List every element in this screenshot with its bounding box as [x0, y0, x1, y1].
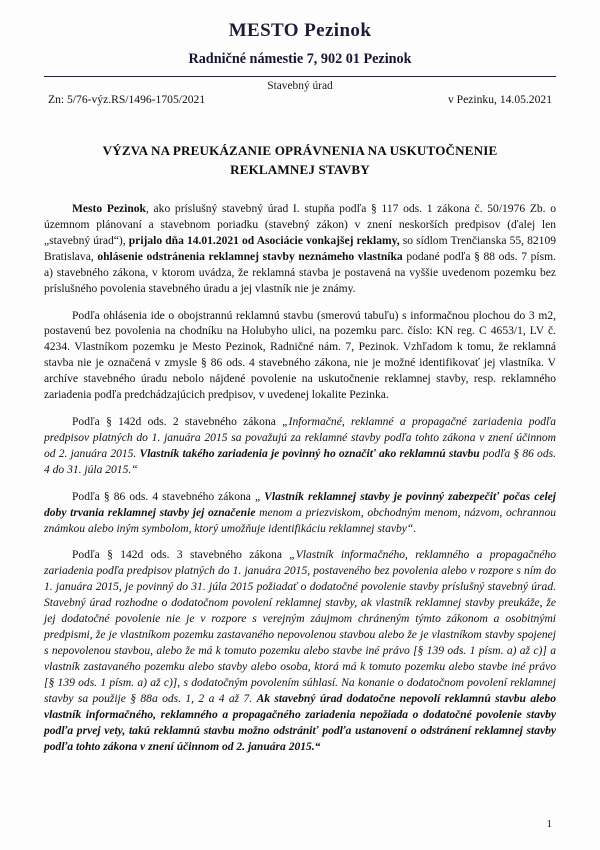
- department-name: Stavebný úrad: [267, 80, 333, 92]
- p1-segment-5: ohlásenie odstránenia reklamnej stavby neznámeho vlastníka: [97, 250, 403, 263]
- p3-segment-4: podľa § 86 ods. 4 do 31. júla 2015.“: [44, 447, 556, 476]
- paragraph-2: [44, 309, 556, 405]
- p4-segment-2: Vlastník reklamnej stavby je povinný zabezpečiť počas celej doby trvania reklamnej stavby jej označenie: [44, 490, 556, 519]
- organization-address: Radničné námestie 7, 902 01 Pezinok: [188, 51, 412, 67]
- p1-segment-4: so sídlom Trenčianska 55, 82109 Bratislava,: [44, 234, 556, 263]
- letterhead: [44, 20, 556, 106]
- p5-segment-3: Ak stavebný úrad dodatočne nepovolí reklamnú stavbu alebo vlastník informačného, reklamného a propagačného zariadenia nepožiada o dodatočné povolenie stavby podľa prvej vety, takú reklamnú stavbu možno odstrániť podľa ustanovení o odstránení reklamnej stavby podľa tohto zákona v znení účinnom od 2. januára 2015.“: [44, 692, 556, 753]
- p5-segment-2: „Vlastník informačného, reklamného a propagačného zariadenia podľa predpisov platných do 1. januára 2015, postaveného bez povolenia alebo v rozpore s ním do 1. januára 2015, je povinný do 31. júla 2015 požiadať o dodatočné povolenie stavby príslušný stavebný úrad. Stavebný úrad rozhodne o dodatočnom povolení reklamnej stavby, ak vlastník reklamnej stavby preukáže, že jej dodatočné povolenie nie je v rozpore s verejným záujmom chráneným týmto zákonom a osobitnými predpismi, že je vlastníkom pozemku zastavaného nepovolenou stavbou alebo že je vlastníkom stavby spojenej s nepovolenou stavbou, alebo že má k tomuto pozemku alebo stavbe iné právo [§ 139 ods. 1 písm. a) až c)] a vlastník zastavaného pozemku alebo stavby alebo osoba, ktorá má k tomuto pozemku alebo stavbe iné právo [§ 139 ods. 1 písm. a) až c)], s dodatočným povolením súhlasí. Na konanie o dodatočnom povolení reklamnej stavby sa použije § 88a ods. 1, 2 a 4 až 7.: [44, 549, 557, 705]
- paragraph-1: [44, 202, 556, 298]
- p3-segment-2: „Informačné, reklamné a propagačné zariadenia podľa predpisov platných do 1. januára 2015 sa považujú za reklamné stavby podľa tohto zákona v znení účinnom od 2. januára 2015.: [44, 416, 556, 460]
- paragraph-3: [44, 415, 556, 479]
- paragraph-4: [44, 490, 556, 538]
- p2-segment-1: Podľa ohlásenia ide o obojstrannú reklamnú stavbu (smerovú tabuľu) s informačnou plochou do 3 m2, postavenú bez povolenia na chodníku na Holubyho ulici, na pozemku parc. číslo: KN reg. C 4653/1, LV č. 4234. Vlastníkom pozemku je Mesto Pezinok, Radničné nám. 7, Pezinok. Vzhľadom k tomu, že reklamná stavba nie je označená v zmysle § 86 ods. 4 stavebného zákona, nie je možné identifikovať jej vlastníka. V archíve stavebného úradu nebolo nájdené povolenie na uskutočnenie reklamnej stavby, resp. reklamného zariadenia podľa predchádzajúcich predpisov, v uvedenej lokalite Pezinka.: [44, 309, 556, 402]
- header-divider: [44, 76, 556, 77]
- p1-segment-3: prijalo dňa 14.01.2021 od Asociácie vonkajšej reklamy,: [128, 234, 400, 247]
- organization-name: MESTO Pezinok: [228, 20, 372, 41]
- p3-segment-1: Podľa § 142d ods. 2 stavebného zákona: [72, 416, 283, 429]
- p4-segment-3: menom a priezviskom, obchodným menom, názvom, ochrannou známkou alebo iným symbolom, ktorý umožňuje identifikáciu reklamnej stavby“.: [44, 506, 557, 535]
- reference-row: [44, 93, 556, 106]
- p5-segment-1: Podľa § 142d ods. 3 stavebného zákona: [72, 549, 290, 562]
- p3-segment-3: Vlastník takého zariadenia je povinný ho označiť ako reklamnú stavbu: [139, 447, 483, 460]
- reference-number: Zn: 5/76-výz.RS/1496-1705/2021: [48, 93, 206, 106]
- place-and-date: v Pezinku, 14.05.2021: [447, 93, 552, 106]
- p1-segment-1: Mesto Pezinok: [72, 202, 146, 215]
- paragraph-5: [44, 548, 556, 755]
- p1-segment-6: podané podľa § 88 ods. 7 písm. a) stavebného zákona, v ktorom uvádza, že reklamná stavba je postavená na vyššie uvedenom pozemku bez príslušného povolenia stavebného úradu a jej vlastník nie je známy.: [44, 250, 556, 295]
- document-body: [44, 202, 556, 756]
- page-number: 1: [546, 818, 552, 830]
- p1-segment-2: , ako príslušný stavebný úrad I. stupňa podľa § 117 ods. 1 zákona č. 50/1976 Zb. o územnom plánovaní a stavebnom poriadku (stavebný zákon) v znení neskorších predpisov (ďalej len „stavebný úrad“),: [44, 202, 556, 247]
- p4-segment-1: Podľa § 86 ods. 4 stavebného zákona „: [72, 490, 265, 503]
- document-title: VÝZVA NA PREUKÁZANIE OPRÁVNENIA NA USKUTOČNENIE REKLAMNEJ STAVBY: [102, 143, 498, 177]
